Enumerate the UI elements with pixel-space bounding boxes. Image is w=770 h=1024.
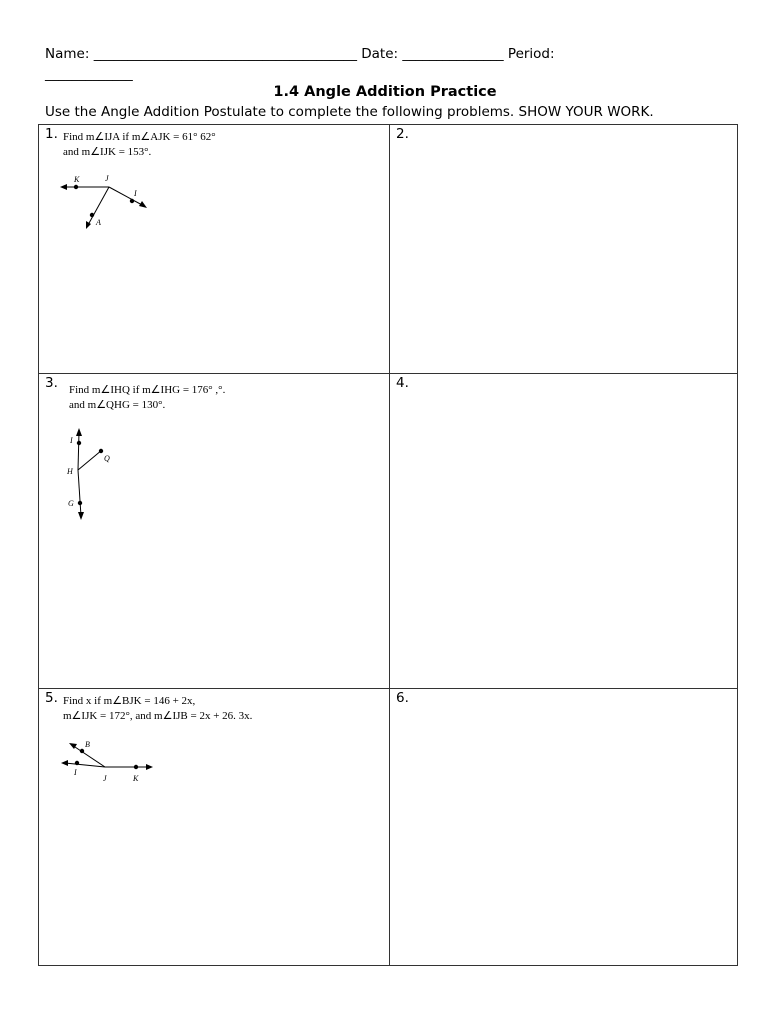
period-blank[interactable]: _____________ xyxy=(45,66,133,82)
point-label: Q xyxy=(104,454,110,463)
angle-diagram-3 xyxy=(64,426,144,521)
problem-line-1: Find m∠IHQ if m∠IHG = 176° ,°. xyxy=(69,384,226,396)
problem-number: 3. xyxy=(45,375,58,391)
problem-cell-5[interactable] xyxy=(39,689,389,965)
problem-line-1: Find x if m∠BJK = 146 + 2x, xyxy=(63,695,196,707)
problem-line-1: Find m∠IJA if m∠AJK = 61° 62° xyxy=(63,131,216,143)
date-label: Date: xyxy=(361,46,399,62)
point-label: H xyxy=(67,467,73,476)
problem-number: 2. xyxy=(396,126,409,142)
instructions: Use the Angle Addition Postulate to complete the following problems. SHOW YOUR WORK. xyxy=(45,104,654,120)
header-line xyxy=(45,46,555,62)
problem-cell-1[interactable] xyxy=(39,125,389,373)
point-label: G xyxy=(68,499,74,508)
problem-text xyxy=(63,130,216,160)
name-label: Name: xyxy=(45,46,90,62)
point-label: A xyxy=(96,218,101,227)
point-label: K xyxy=(133,774,139,783)
date-blank[interactable]: _______________ xyxy=(402,46,504,62)
angle-diagram-1 xyxy=(54,173,174,243)
problem-cell-2[interactable] xyxy=(390,125,739,373)
problem-cell-6[interactable] xyxy=(390,689,739,965)
point-label: J xyxy=(103,774,107,783)
point-label: B xyxy=(85,740,90,749)
problem-number: 6. xyxy=(396,690,409,706)
point-label: I xyxy=(70,436,73,445)
problem-line-2: and m∠QHG = 130°. xyxy=(69,399,166,411)
point-label: I xyxy=(134,189,137,198)
angle-diagram-5 xyxy=(57,735,167,790)
problem-line-2: m∠IJK = 172°, and m∠IJB = 2x + 26. 3x. xyxy=(63,710,253,722)
problem-grid xyxy=(38,124,738,966)
period-label: Period: xyxy=(507,46,555,62)
page-title: 1.4 Angle Addition Practice xyxy=(273,84,497,100)
name-blank[interactable]: _______________________________________ xyxy=(93,46,357,62)
problem-cell-4[interactable] xyxy=(390,374,739,688)
problem-cell-3[interactable] xyxy=(39,374,389,688)
problem-text xyxy=(63,694,252,724)
point-label: K xyxy=(74,175,80,184)
problem-text xyxy=(69,383,225,413)
problem-line-2: and m∠IJK = 153°. xyxy=(63,146,152,158)
problem-number: 5. xyxy=(45,690,58,706)
problem-number: 4. xyxy=(396,375,409,391)
point-label: J xyxy=(105,174,109,183)
point-label: I xyxy=(74,768,77,777)
problem-number: 1. xyxy=(45,126,58,142)
